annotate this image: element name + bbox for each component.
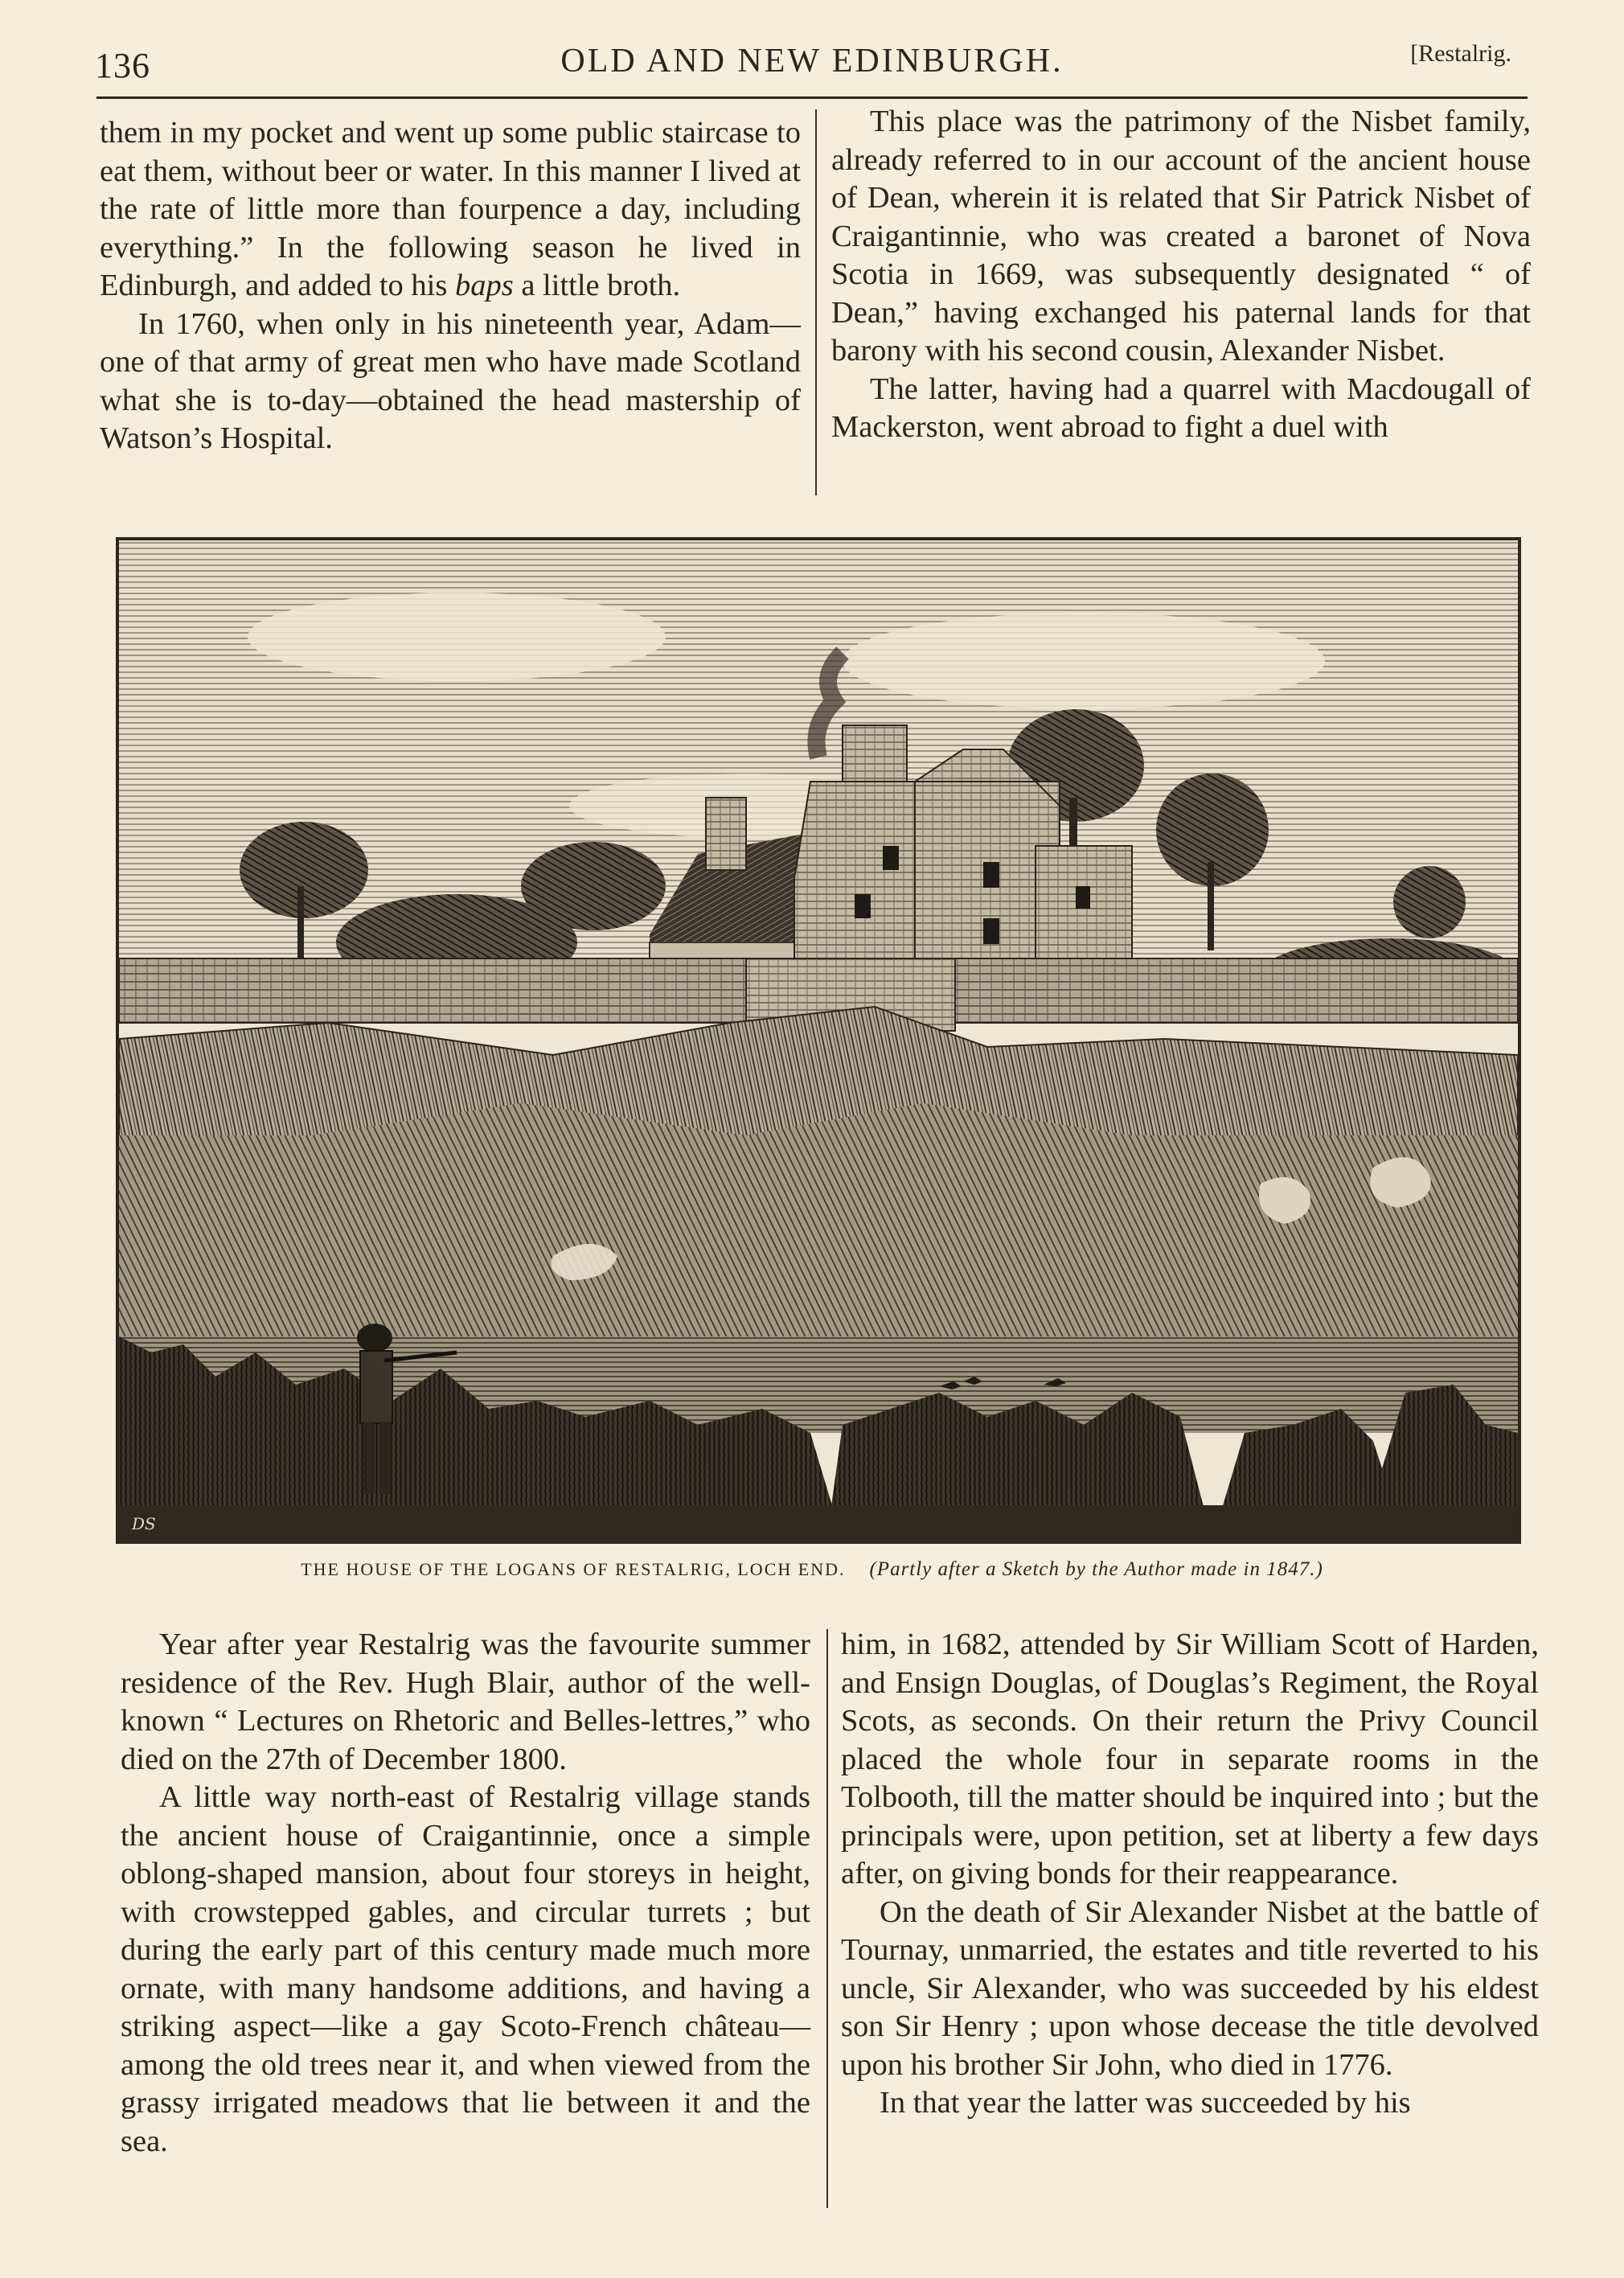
paragraph: Year after year Restalrig was the favourite summer residence of the Rev. Hugh Blair, author of the well-known “ Lectures on Rhetoric and Belles-lettres,” who died on the 27th of December 1800.	[121, 1627, 810, 1776]
grassy-slope	[119, 1103, 1518, 1336]
running-head	[0, 0, 1624, 105]
header-rule	[96, 96, 1528, 99]
text-run: them in my pocket and went up some public staircase to eat them, without beer or water. In this manner I lived at the rate of little more than fourpence a day, including everything.” In the following season he lived in Edinburgh, and added to his	[100, 116, 801, 302]
paragraph: In that year the latter was succeeded by his	[880, 2086, 1411, 2120]
page-number: 136	[95, 46, 150, 85]
paragraph: This place was the patrimony of the Nisbet family, already referred to in our account of the ancient house of Dean, wherein it is related that Sir Patrick Nisbet of Craigantinnie, who was created a baronet of Nova Scotia in 1669, was subsequently designated “ of Dean,” having exchanged his paternal lands for that barony with his second cousin, Alexander Nisbet.	[831, 105, 1531, 367]
column-divider	[826, 1629, 828, 2208]
paragraph: In 1760, when only in his nineteenth year, Adam—one of that army of great men who have made Scotland what she is to-day—obtained the head mastership of Watson’s Hospital.	[100, 306, 801, 455]
paragraph: him, in 1682, attended by Sir William Scott of Harden, and Ensign Douglas, of Douglas’s Regiment, the Royal Scots, as seconds. On their return the Privy Council placed the whole four in separate rooms in the Tolbooth, till the matter should be inquired into ; but the principals were, upon petition, set at liberty a few days after, on giving bonds for their reappearance.	[841, 1627, 1539, 1890]
artist-signature: DS	[132, 1514, 156, 1533]
bottom-right-column	[841, 1626, 1539, 2123]
column-divider	[815, 109, 817, 495]
bottom-left-column	[121, 1626, 810, 2161]
figure-caption	[0, 1558, 1624, 1581]
engraving-illustration	[116, 537, 1521, 1544]
engraving-drawing	[119, 540, 1518, 1541]
text-run: a little broth.	[513, 269, 681, 302]
paragraph: The latter, having had a quarrel with Macdougall of Mackerston, went abroad to fight a duel with	[831, 371, 1531, 444]
italic-word: baps	[454, 269, 514, 302]
caption-note: (Partly after a Sketch by the Author made in 1847.)	[869, 1558, 1323, 1580]
paragraph: On the death of Sir Alexander Nisbet at the battle of Tournay, unmarried, the estates and title reverted to his uncle, Sir Alexander, who was succeeded by his eldest son Sir Henry ; upon whose decease the title devolved upon his brother Sir John, who died in 1776.	[841, 1894, 1539, 2082]
top-left-column	[100, 114, 801, 458]
running-title: OLD AND NEW EDINBURGH.	[560, 43, 1064, 80]
paragraph	[100, 114, 801, 306]
top-right-column	[831, 103, 1531, 447]
section-label: [Restalrig.	[1410, 40, 1511, 67]
caption-title: THE HOUSE OF THE LOGANS OF RESTALRIG, LOCH END.	[301, 1559, 846, 1579]
paragraph: A little way north-east of Restalrig village stands the ancient house of Craigantinnie, once a simple oblong-shaped mansion, about four storeys in height, with crowstepped gables, and circular turrets ; but during the early part of this century made much more ornate, with many handsome additions, and having a striking aspect—like a gay Scoto-French château—among the old trees near it, and when viewed from the grassy irrigated meadows that lie between it and the sea.	[121, 1780, 810, 2158]
